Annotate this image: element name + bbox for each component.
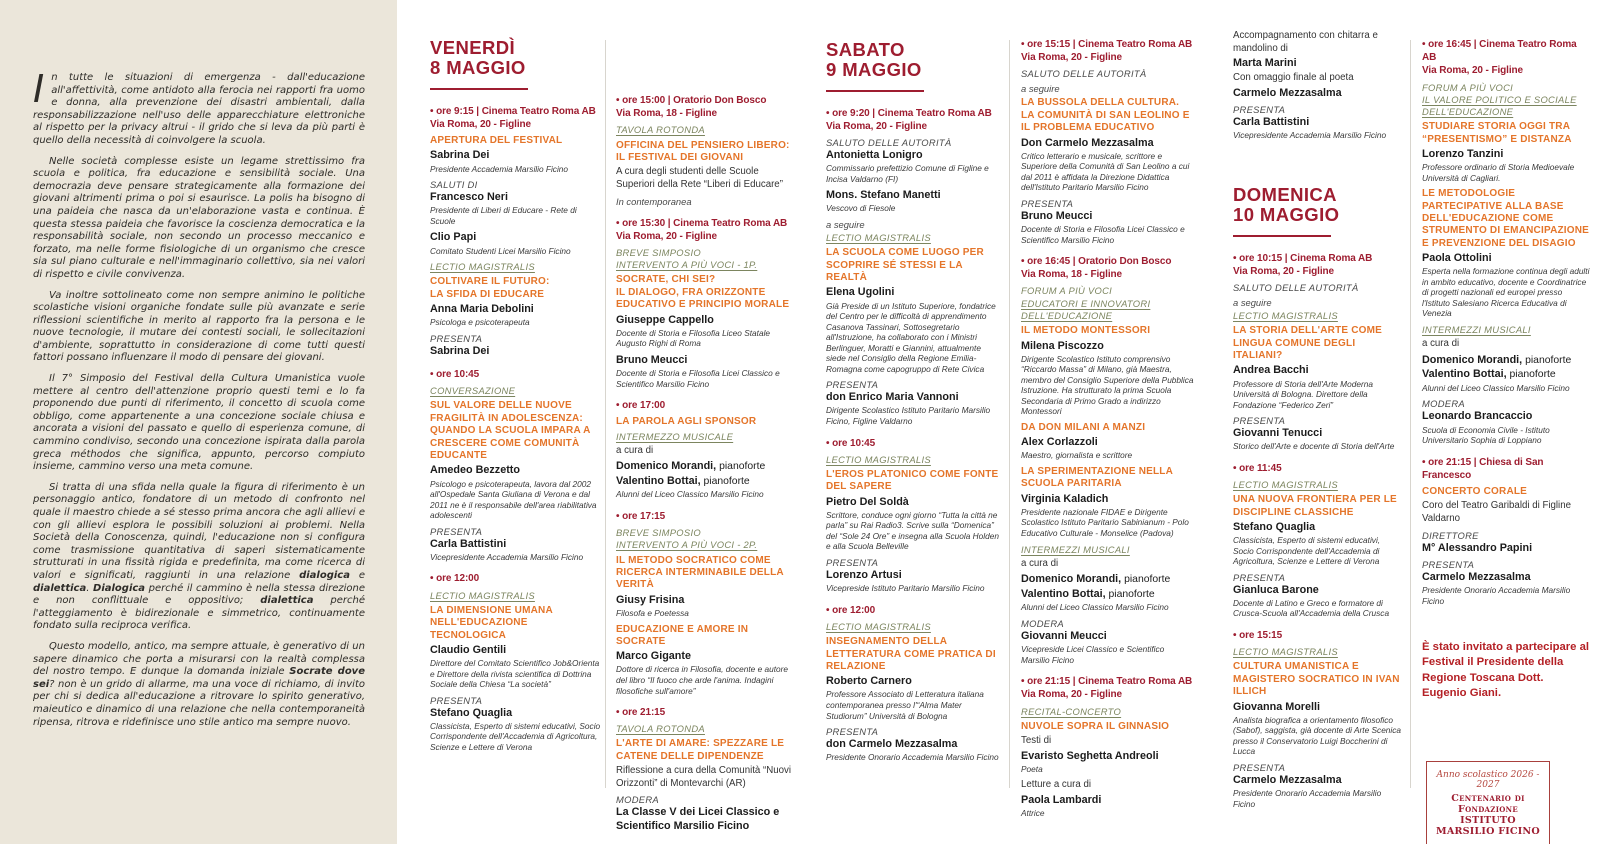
event-time: • ore 16:45 | Cinema Teatro Roma AB Via Roma, 20 - Figline	[1422, 39, 1577, 77]
format-label: BREVE SIMPOSIO	[616, 246, 701, 258]
speaker-description: Critico letterario e musicale, scrittore e Superiore della Comunità di San Leolino a cui dal 2011 è affidata la Direzione Didattica dell'Istituto Paritario Marsilio Ficino	[1021, 150, 1190, 193]
event-text: A cura degli studenti delle Scuole Superiori della Rete “Liberi di Educare”	[616, 166, 783, 190]
speaker-name: Antonietta Lonigro	[826, 149, 923, 162]
format-label-underlined: CONVERSAZIONE	[430, 385, 516, 397]
format-label-underlined: LECTIO MAGISTRALIS	[826, 453, 931, 465]
program-column-2	[616, 84, 794, 833]
speaker-name: Giuseppe Cappello	[616, 313, 714, 326]
day-heading-rule	[826, 90, 924, 92]
speaker-description: Docente di Storia e Filosofia Licei Classico e Scientifico Marsilio Ficino	[1021, 224, 1185, 245]
centenary-label: Centenario di Fondazione	[1451, 793, 1525, 816]
anniversary-box	[1426, 761, 1550, 844]
program-column-6	[1422, 28, 1590, 844]
format-label-underlined: LECTIO MAGISTRALIS	[1233, 309, 1338, 321]
speaker-name: Carla Battistini	[430, 537, 507, 550]
event-title: STUDIARE STORIA OGGI TRA “PRESENTISMO” E DISTANZA	[1422, 121, 1572, 145]
speaker-description: Presidente Onorario Accademia Marsilio Ficino	[1422, 584, 1571, 606]
speaker-description: Dirigente Scolastico Istituto Paritario Marsilio Ficino, Figline Valdarno	[826, 405, 991, 426]
speaker-name: Stefano Quaglia	[1233, 520, 1316, 533]
format-label-underlined: LECTIO MAGISTRALIS	[430, 261, 535, 273]
event-title: LA STORIA DELL'ARTE COME LINGUA COMUNE DEGLI ITALIANI?	[1233, 325, 1383, 361]
event-title: NUVOLE SOPRA IL GINNASIO	[1021, 720, 1170, 732]
speaker-name: Virginia Kaladich	[1021, 492, 1109, 505]
speaker-description: Esperta nella formazione continua degli adulti in ambito educativo, docente e Coordinatrice di progetti nazionali ed europei presso l'Istituto Salesiano Ricerca Educativa di Venezia	[1422, 266, 1590, 319]
speaker-description: Già Preside di un Istituto Superiore, fondatrice del Centro per le difficoltà di apprendimento Casanova Tassinari, Sottosegretario all'Istruzione, ha collaborato con i Ministri Berlinguer, Moratti e Giannini, attualmente siede nel Consiglio della Regione Emilia-Romagna come capogruppo di Rete Civica	[826, 300, 996, 374]
speaker-description: Psicologo e psicoterapeuta, lavora dal 2002 all'Ospedale Santa Giuliana di Verona e dal 2011 ne è il responsabile dell'area riabilitativa adolescenti	[430, 478, 597, 521]
speaker-name: Clio Papi	[430, 231, 477, 244]
format-label: FORUM A PIÙ VOCI	[1021, 285, 1113, 297]
program-column-3	[826, 40, 1000, 768]
function-label: PRESENTA	[1233, 104, 1286, 116]
speaker-name: Giovanni Meucci	[1021, 629, 1107, 642]
function-label: PRESENTA	[826, 726, 879, 738]
function-label: MODERA	[616, 794, 659, 806]
drop-cap: I	[33, 67, 45, 111]
performer-line: Domenico Morandi, pianoforte Valentino Bottai, pianoforte	[616, 460, 766, 487]
column-divider	[1410, 40, 1411, 788]
event-text: Riflessione a cura della Comunità “Nuovi Orizzonti” di Montevarchi (AR)	[616, 765, 791, 789]
intro-paragraph: Si tratta di una sfida nella quale la figura di riferimento è un personaggio antico, fondatore di un metodo di confronto nel quale il maestro chiede a sé stesso prima ancora che agli allievi e con gli allievi esplora le possibili soluzioni ai problemi. Nella Società della Conoscenza, quindi, l'educazione non si configura come trasmissione quantitativa di saperi sistematicamente strutturati in una fissità rigida e predefinita, ma come ricerca di valori e significati, raggiunti in una relazione dialogica e dialettica. Dialogica perché il cammino è nella stessa direzione e non conflittuale e oppositivo; dialettica perché l'atteggiamento è bidirezionale e simmetrico, continuamente fondato sulla reciproca verifica.	[33, 481, 366, 632]
event-time: • ore 10:15 | Cinema Roma AB Via Roma, 20 - Figline	[1233, 252, 1373, 277]
speaker-name: Francesco Neri	[430, 191, 509, 204]
speaker-description: Commissario prefettizio Comune di Figline e Incisa Valdarno (FI)	[826, 163, 989, 184]
event-time: • ore 12:00	[430, 573, 480, 585]
speaker-name: Alex Corlazzoli	[1021, 436, 1098, 449]
format-label-underlined: RECITAL-CONCERTO	[1021, 705, 1122, 717]
speaker-description: Docente di Latino e Greco e formatore di Crusca-Scuola all'Accademia della Crusca	[1233, 597, 1390, 619]
speaker-name: Lorenzo Artusi	[826, 569, 902, 581]
speaker-name: Sabrina Dei	[430, 149, 490, 162]
format-label: BREVE SIMPOSIO	[616, 527, 701, 539]
speaker-description: Classicista, Esperto di sistemi educativi, Socio Corrispondente dell'Accademia di Agricoltura, Scienze e Lettere di Verona	[1233, 535, 1381, 567]
speaker-description: Comitato Studenti Licei Marsilio Ficino	[430, 245, 571, 256]
speaker-name: Carmelo Mezzasalma	[1233, 773, 1342, 786]
function-label: PRESENTA	[826, 557, 879, 568]
day-heading: DOMENICA 10 MAGGIO	[1233, 183, 1340, 226]
event-title: DA DON MILANI A MANZI	[1021, 421, 1146, 433]
day-heading: VENERDÌ 8 MAGGIO	[430, 37, 526, 79]
event-title: LA BUSSOLA DELLA CULTURA. LA COMUNITÀ DI SAN LEOLINO E IL PROBLEMA EDUCATIVO	[1021, 97, 1190, 134]
event-title: CONCERTO CORALE	[1422, 486, 1528, 498]
function-label: PRESENTA	[1233, 415, 1286, 427]
event-note: In contemporanea	[616, 195, 692, 207]
event-time: • ore 10:45	[826, 437, 876, 449]
event-text: a cura di	[1422, 338, 1460, 350]
format-label-underlined: LECTIO MAGISTRALIS	[430, 589, 535, 601]
format-label-underlined: LECTIO MAGISTRALIS	[826, 232, 931, 243]
event-title: LA PAROLA AGLI SPONSOR	[616, 416, 757, 428]
event-note: a seguire	[826, 219, 865, 230]
speaker-description: Vescovo di Fiesole	[826, 203, 896, 214]
function-label: MODERA	[1021, 617, 1064, 629]
speaker-description: Vicepreside Istituto Paritario Marsilio Ficino	[826, 583, 985, 594]
event-time: • ore 15:15 | Cinema Teatro Roma AB Via Roma, 20 - Figline	[1021, 39, 1193, 64]
event-text: Testi di	[1021, 735, 1052, 747]
function-label: PRESENTA	[430, 525, 483, 537]
speaker-name: Bruno Meucci	[616, 353, 688, 366]
speaker-description: Poeta	[1021, 763, 1043, 774]
format-label-underlined: TAVOLA ROTONDA	[616, 723, 705, 735]
event-title: IL METODO SOCRATICO COME RICERCA INTERMINABILE DELLA VERITÀ	[616, 554, 784, 591]
performer-line: Domenico Morandi, pianoforte Valentino Bottai, pianoforte	[1422, 353, 1572, 381]
speaker-name: Stefano Quaglia	[430, 706, 513, 719]
event-time: • ore 9:20 | Cinema Teatro Roma AB Via Roma, 20 - Figline	[826, 107, 992, 132]
event-time: • ore 21:15 | Chiesa di San Francesco	[1422, 456, 1544, 481]
event-title: EDUCAZIONE E AMORE IN SOCRATE	[616, 623, 749, 647]
speaker-description: Vicepreside Licei Classico e Scientifico Marsilio Ficino	[1021, 644, 1165, 665]
speaker-name: Giovanna Morelli	[1233, 700, 1320, 713]
event-title: COLTIVARE IL FUTURO: LA SFIDA DI EDUCARE	[430, 276, 550, 300]
speaker-description: Direttore del Comitato Scientifico Job&Orienta e Direttore della rivista scientifica di Dottrina Sociale della Chiesa “La società”	[430, 658, 600, 690]
speaker-description: Maestro, giornalista e scrittore	[1021, 450, 1133, 461]
function-label: PRESENTA	[1021, 197, 1074, 209]
speaker-description: Dottore di ricerca in Filosofia, docente e autore del libro “Il fuoco che arde l'anima. Indagini filosofiche sull'amore”	[616, 664, 789, 696]
event-time: • ore 16:45 | Oratorio Don Bosco Via Roma, 18 - Figline	[1021, 256, 1172, 281]
format-label-underlined: INTERMEZZO MUSICALE	[616, 430, 734, 442]
speaker-name: La Classe V dei Licei Classico e Scientifico Marsilio Ficino	[616, 806, 780, 832]
program-column-1	[430, 38, 604, 757]
event-title: APERTURA DEL FESTIVAL	[430, 135, 563, 147]
function-label: DIRETTORE	[1422, 529, 1479, 541]
speaker-description: Scuola di Economia Civile - Istituto Universitario Sophia di Loppiano	[1422, 424, 1550, 446]
speaker-name: Claudio Gentili	[430, 643, 507, 656]
institute-name: ISTITUTO MARSILIO FICINO	[1436, 815, 1540, 838]
speaker-name: Andrea Bacchi	[1233, 364, 1309, 377]
speaker-description: Vicepresidente Accademia Marsilio Ficino	[430, 551, 584, 562]
speaker-description: Analista biografica a orientamento filosofico (Sabof), saggista, già docente di Arte Scenica presso il Conservatorio Luigi Boccherini di Lucca	[1233, 714, 1402, 757]
event-title: SOCRATE, CHI SEI? IL DIALOGO, FRA ORIZZONTE EDUCATIVO E PRINCIPIO MORALE	[616, 274, 790, 311]
day-heading-rule	[430, 88, 528, 90]
speaker-name: Mons. Stefano Manetti	[826, 189, 941, 202]
event-text: a cura di	[616, 444, 654, 456]
speaker-description: Docente di Storia e Filosofia Liceo Statale Augusto Righi di Roma	[616, 327, 771, 349]
format-label-underlined: EDUCATORI E INNOVATORI DELL'EDUCAZIONE	[1021, 297, 1151, 321]
speaker-description: Professore Associato di Letteratura italiana contemporanea presso l'“Alma Mater Studiorum” Università di Bologna	[826, 689, 984, 721]
column-divider	[605, 40, 606, 788]
speaker-name: don Enrico Maria Vannoni	[826, 391, 959, 404]
event-time: • ore 9:15 | Cinema Teatro Roma AB Via Roma, 20 - Figline	[430, 105, 596, 130]
speaker-name: Lorenzo Tanzini	[1422, 148, 1504, 160]
event-title: IL METODO MONTESSORI	[1021, 325, 1151, 337]
speaker-name: Evaristo Seghetta Andreoli	[1021, 749, 1159, 762]
function-label: PRESENTA	[430, 332, 483, 344]
intro-essay	[33, 67, 366, 737]
function-label: PRESENTA	[826, 379, 879, 391]
speaker-description: Professore ordinario di Storia Medioevale Università di Cagliari.	[1422, 162, 1575, 183]
speaker-name: Carmelo Mezzasalma	[1233, 87, 1342, 99]
intro-paragraph: Questo modello, antico, ma sempre attuale, è generativo di un sapere dinamico che porta a misurarsi con la realtà complessa del nostro tempo. E dunque la domanda iniziale Socrate dove sei? non è un grido di allarme, ma una voce di richiamo, di invito per chi si dedica all'educazione a ritrovare lo spirito generativo, maieutico e dinamico di una relazione che nella contemporaneità ripensa, ritrova e ridefinisce uno stile antico ma sempre nuovo.	[33, 640, 365, 728]
speaker-name: Pietro Del Soldà	[826, 495, 909, 508]
speaker-description: Alunni del Liceo Classico Marsilio Ficino	[1422, 382, 1570, 393]
program-column-5	[1233, 28, 1403, 814]
speaker-description: Presidente Onorario Accademia Marsilio Ficino	[826, 752, 999, 763]
format-label: FORUM A PIÙ VOCI	[1422, 81, 1514, 93]
speaker-name: Amedeo Bezzetto	[430, 464, 520, 477]
speaker-name: don Carmelo Mezzasalma	[826, 738, 958, 751]
format-label-underlined: INTERMEZZI MUSICALI	[1021, 543, 1130, 555]
speaker-name: Anna Maria Debolini	[430, 303, 534, 316]
speaker-name: Giusy Frisina	[616, 593, 685, 606]
speaker-description: Alunni del Liceo Classico Marsilio Ficino	[1021, 602, 1169, 613]
event-title: UNA NUOVA FRONTIERA PER LE DISCIPLINE CLASSICHE	[1233, 494, 1397, 518]
event-title: SUL VALORE DELLE NUOVE FRAGILITÀ IN ADOLESCENZA: QUANDO LA SCUOLA IMPARA A CRESCERE COME COMUNITÀ EDUCANTE	[430, 400, 591, 461]
function-label: SALUTI DI	[430, 179, 478, 191]
format-label-underlined: INTERVENTO A PIÙ VOCI - 1P.	[616, 259, 758, 271]
speaker-description: Classicista, Esperto di sistemi educativi, Socio Corrispondente dell'Accademia di Agricoltura, Scienze e Lettere di Verona	[430, 720, 601, 752]
function-label: SALUTO DELLE AUTORITÀ	[826, 137, 952, 149]
event-title: CULTURA UMANISTICA E MAGISTERO SOCRATICO IN IVAN ILLICH	[1233, 661, 1400, 698]
function-label: PRESENTA	[430, 694, 483, 706]
speaker-description: Attrice	[1021, 808, 1045, 819]
intro-paragraph: In tutte le situazioni di emergenza - dall'educazione all'affettività, come antidoto alla ferocia nei rapporti fra uomo e donna, alla prevenzione dei disastri ambientali, dalla responsabilizzazione nell'uso delle apparecchiature elettroniche al rispetto per la privacy altrui - il grido che si leva da più parti è quello della necessità di coinvolgere la scuola.	[33, 67, 365, 146]
speaker-description: Presidente Accademia Marsilio Ficino	[430, 163, 569, 174]
speaker-description: Psicologa e psicoterapeuta	[430, 317, 530, 328]
invitation-note: È stato invitato a partecipare al Festival il Presidente della Regione Toscana Dott. Eugenio Giani.	[1422, 641, 1589, 699]
function-label: PRESENTA	[1233, 761, 1286, 773]
function-label: PRESENTA	[1233, 571, 1286, 583]
event-text: Letture a cura di	[1021, 779, 1092, 791]
event-title: OFFICINA DEL PENSIERO LIBERO: IL FESTIVAL DEI GIOVANI	[616, 139, 790, 163]
event-time: • ore 12:00	[826, 604, 876, 616]
speaker-name: Milena Piscozzo	[1021, 339, 1104, 352]
event-time: • ore 11:45	[1233, 462, 1282, 474]
event-title: LA SPERIMENTAZIONE NELLA SCUOLA PARITARIA	[1021, 465, 1173, 490]
format-label-underlined: INTERMEZZI MUSICALI	[1422, 324, 1531, 336]
intro-panel	[0, 0, 397, 844]
speaker-name: Leonardo Brancaccio	[1422, 410, 1533, 423]
speaker-name: Don Carmelo Mezzasalma	[1021, 136, 1154, 149]
column-divider	[1009, 40, 1010, 788]
event-note: a seguire	[1233, 296, 1272, 308]
event-title: LE METODOLOGIE PARTECIPATIVE ALLA BASE DELL'EDUCAZIONE COME STRUMENTO DI EMANCIPAZIONE E PREVENZIONE DEL DISAGIO	[1422, 188, 1590, 249]
format-label-underlined: LECTIO MAGISTRALIS	[1233, 646, 1338, 658]
event-time: • ore 21:15	[616, 707, 666, 719]
function-label: MODERA	[1422, 398, 1465, 410]
speaker-name: Marta Marini	[1233, 57, 1297, 70]
function-label: SALUTO DELLE AUTORITÀ	[1233, 281, 1359, 293]
speaker-name: Marco Gigante	[616, 650, 691, 663]
speaker-description: Presidente Onorario Accademia Marsilio Ficino	[1233, 788, 1382, 809]
event-time: • ore 10:45	[430, 368, 480, 380]
format-label-underlined: INTERVENTO A PIÙ VOCI - 2P.	[616, 539, 758, 551]
speaker-description: Scrittore, conduce ogni giorno “Tutta la città ne parla” su Rai Radio3. Scrive sulla “Domenica” del “Sole 24 Ore” e insegna alla Scuola Holden e alla Scuola Belleville	[826, 509, 999, 552]
day-heading: SABATO 9 MAGGIO	[826, 39, 922, 81]
performer-line: Domenico Morandi, pianoforte Valentino Bottai, pianoforte	[1021, 573, 1171, 600]
event-text: Accompagnamento con chitarra e mandolino di	[1233, 30, 1378, 54]
event-title: L'ARTE DI AMARE: SPEZZARE LE CATENE DELLE DIPENDENZE	[616, 738, 785, 762]
speaker-name: Paola Lambardi	[1021, 794, 1102, 807]
speaker-name: Carmelo Mezzasalma	[1422, 570, 1531, 583]
event-title: INSEGNAMENTO DELLA LETTERATURA COME PRATICA DI RELAZIONE	[826, 636, 996, 672]
speaker-description: Professore di Storia dell'Arte Moderna Università di Bologna. Direttore della Fondazione “Federico Zeri”	[1233, 378, 1373, 410]
day-heading-rule	[1233, 235, 1331, 237]
speaker-name: M° Alessandro Papini	[1422, 541, 1533, 554]
event-title: LA SCUOLA COME LUOGO PER SCOPRIRE SÉ STESSI E LA REALTÀ	[826, 247, 984, 283]
event-title: LA DIMENSIONE UMANA NELL'EDUCAZIONE TECNOLOGICA	[430, 604, 553, 641]
speaker-description: Alunni del Liceo Classico Marsilio Ficino	[616, 489, 764, 500]
speaker-name: Sabrina Dei	[430, 344, 490, 357]
function-label: SALUTO DELLE AUTORITÀ	[1021, 68, 1147, 80]
speaker-description: Storico dell'Arte e docente di Storia dell'Arte	[1233, 441, 1395, 452]
intro-paragraph: Il 7° Simposio del Festival della Cultura Umanistica vuole mettere al centro dell'attenzione proprio questi temi e lo fa proponendo due punti di riferimento, il concetto di scuola come obbligo, come appartenente a una concezione sociale chiusa e ancorata a visioni del passato e quello di esperienza comune, di cammino condiviso, secondo una concezione ispirata dalla parola greca méthodos che significa, appunto, percorso compiuto insieme, cammino verso una meta comune.	[33, 373, 365, 473]
school-year-label: Anno scolastico 2026 - 2027	[1436, 770, 1540, 791]
speaker-name: Carla Battistini	[1233, 116, 1310, 129]
event-time: • ore 15:15	[1233, 629, 1283, 641]
speaker-name: Bruno Meucci	[1021, 209, 1093, 222]
speaker-name: Roberto Carnero	[826, 675, 912, 688]
intro-paragraph: Va inoltre sottolineato come non sempre animino le politiche scolastiche visioni organiche fondate sulle più avanzate e serie riflessioni scientifiche in merito al rapporto fra la persona e le nuove tecnologie, il mutare dei contesti sociali, le sollecitazioni d'ambiente, soprattutto in considerazione di come tutti questi fattori possano influenzare il modo di pensare dei giovani.	[33, 289, 365, 364]
speaker-description: Dirigente Scolastico Istituto comprensivo “Riccardo Massa” di Milano, già Maestra, membro del Consiglio Superiore della Pubblica Istruzione. Ha strutturato la prima Scuola Secondaria di Primo Grado a indirizzo Montessori	[1021, 353, 1194, 417]
speaker-description: Presidente nazionale FIDAE e Dirigente Scolastico Istituto Paritario Sabinianum - Polo Educativo Culturale - Monselice (Padova)	[1021, 506, 1189, 538]
event-note: a seguire	[1021, 83, 1060, 95]
event-time: • ore 17:00	[616, 400, 666, 412]
speaker-description: Presidente di Liberi di Educare - Rete di Scuole	[430, 205, 577, 226]
speaker-description: Vicepresidente Accademia Marsilio Ficino	[1233, 130, 1387, 141]
speaker-name: Paola Ottolini	[1422, 252, 1492, 265]
format-label-underlined: LECTIO MAGISTRALIS	[826, 620, 931, 632]
event-time: • ore 15:30 | Cinema Teatro Roma AB Via Roma, 20 - Figline	[616, 217, 788, 242]
format-label-underlined: IL VALORE POLITICO E SOCIALE DELL'EDUCAZIONE	[1422, 93, 1577, 117]
event-title: L'EROS PLATONICO COME FONTE DEL SAPERE	[826, 468, 999, 493]
intro-paragraph: Nelle società complesse esiste un legame strettissimo fra scuola e politica, fra educazione e sensibilità sociale. Una democrazia deve pensare strategicamente alla formazione dei giovani altrimenti prima o poi si esaurisce. La polis ha bisogno di una paideia che nasca da un'elaborazione vasta e continua. È questa stessa paideia che favorisce la coscienza democratica e la responsabilità sociale, non secondo un processo meccanico e forzato, ma nelle forme fisiologiche di un organismo che cresce sia sul piano culturale e nell'immaginario collettivo, sia nei valori di rispetto e civile convivenza.	[33, 155, 365, 280]
event-time: • ore 15:00 | Oratorio Don Bosco Via Roma, 18 - Figline	[616, 95, 767, 120]
event-text: Con omaggio finale al poeta	[1233, 72, 1354, 84]
event-text: Coro del Teatro Garibaldi di Figline Valdarno	[1422, 500, 1571, 525]
format-label-underlined: TAVOLA ROTONDA	[616, 124, 705, 136]
speaker-name: Gianluca Barone	[1233, 583, 1319, 596]
speaker-description: Filosofa e Poetessa	[616, 607, 689, 618]
speaker-description: Docente di Storia e Filosofia Licei Classico e Scientifico Marsilio Ficino	[616, 367, 780, 389]
function-label: PRESENTA	[1422, 558, 1475, 570]
speaker-name: Giovanni Tenucci	[1233, 427, 1323, 440]
event-text: a cura di	[1021, 557, 1059, 569]
event-time: • ore 21:15 | Cinema Teatro Roma AB Via Roma, 20 - Figline	[1021, 676, 1193, 701]
format-label-underlined: LECTIO MAGISTRALIS	[1233, 478, 1338, 490]
program-column-4	[1021, 28, 1195, 824]
event-time: • ore 17:15	[616, 511, 666, 523]
speaker-name: Elena Ugolini	[826, 286, 895, 299]
